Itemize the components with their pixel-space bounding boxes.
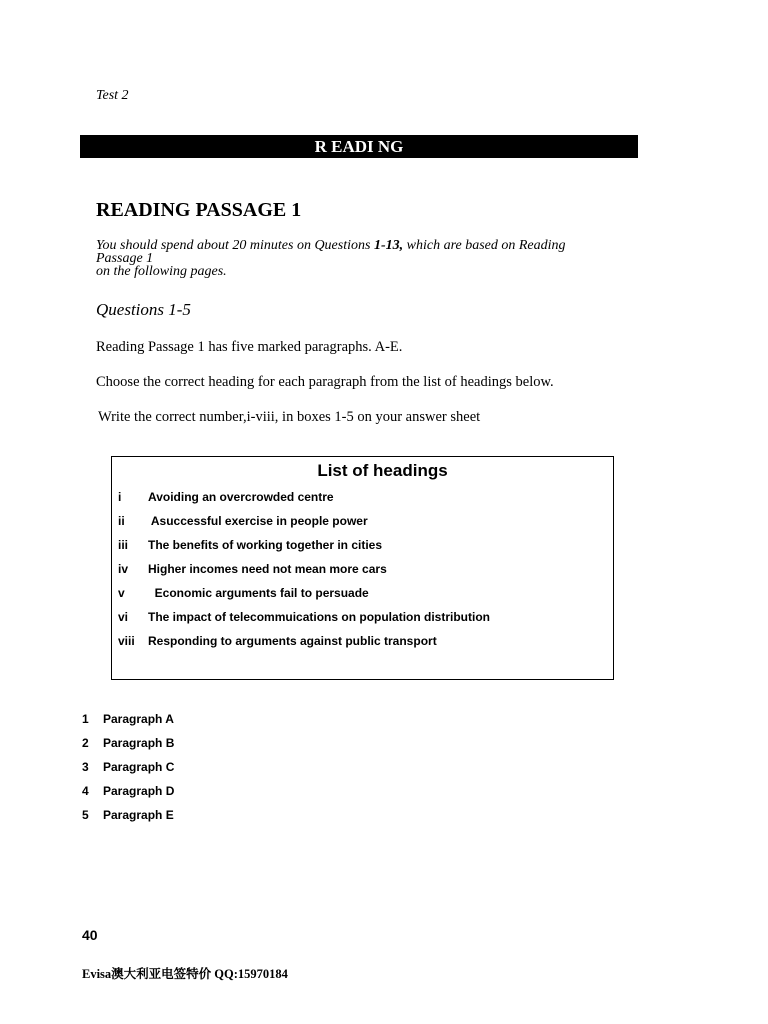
- question-item: [82, 784, 174, 798]
- heading-item: [118, 609, 490, 625]
- heading-number: i: [118, 490, 122, 504]
- question-number: 4: [82, 784, 89, 798]
- heading-text: The benefits of working together in cities: [148, 538, 383, 552]
- passage-title: READING PASSAGE 1: [96, 199, 302, 221]
- question-item: [82, 736, 174, 750]
- heading-item: [118, 561, 387, 577]
- question-number: 2: [82, 736, 89, 750]
- question-label: Paragraph A: [103, 712, 174, 726]
- heading-item: [118, 537, 382, 553]
- passage-instructions: [96, 239, 656, 278]
- question-item: [82, 808, 174, 822]
- heading-text: Higher incomes need not mean more cars: [148, 562, 387, 576]
- heading-number: iv: [118, 562, 129, 576]
- headings-title: List of headings: [317, 461, 448, 480]
- test-label: Test 2: [96, 88, 129, 103]
- instruction-paragraph: Reading Passage 1 has five marked paragraphs. A-E.: [96, 339, 403, 355]
- questions-label: Questions 1-5: [96, 300, 191, 319]
- page-number: 40: [82, 927, 98, 943]
- question-label: Paragraph B: [103, 736, 175, 750]
- heading-text: Avoiding an overcrowded centre: [148, 490, 334, 504]
- heading-number: vi: [118, 610, 129, 624]
- heading-item: [118, 489, 334, 505]
- instruction-paragraph: Write the correct number,i-viii, in boxes 1-5 on your answer sheet: [98, 409, 481, 425]
- heading-text: Asuccessful exercise in people power: [148, 514, 368, 528]
- heading-number: viii: [118, 634, 135, 648]
- heading-item: [118, 585, 369, 601]
- instructions-question-range: 1-13,: [373, 238, 404, 253]
- question-number: 3: [82, 760, 89, 774]
- question-number: 1: [82, 712, 89, 726]
- heading-number: ii: [118, 514, 125, 528]
- question-number: 5: [82, 808, 89, 822]
- section-banner: R EADI NG: [80, 135, 638, 158]
- heading-number: iii: [118, 538, 129, 552]
- instructions-line3: on the following pages.: [96, 264, 227, 279]
- heading-number: v: [118, 586, 125, 600]
- instructions-prefix: You should spend about 20 minutes on Questions: [96, 238, 374, 253]
- heading-item: [118, 513, 368, 529]
- footer-promo-text: Evisa澳大利亚电签特价 QQ:15970184: [82, 967, 288, 981]
- heading-text: The impact of telecommuications on population distribution: [148, 610, 491, 624]
- heading-item: [118, 633, 437, 649]
- question-item: [82, 712, 174, 726]
- question-label: Paragraph E: [103, 808, 174, 822]
- question-label: Paragraph D: [103, 784, 175, 798]
- question-label: Paragraph C: [103, 760, 175, 774]
- list-of-headings-box: [111, 456, 614, 680]
- instruction-paragraph: Choose the correct heading for each paragraph from the list of headings below.: [96, 374, 554, 390]
- question-item: [82, 760, 174, 774]
- heading-text: Responding to arguments against public transport: [148, 634, 437, 648]
- instructions-line2: Passage 1: [96, 251, 154, 266]
- instructions-line1-rest: which are based on Reading: [403, 238, 566, 253]
- heading-text: Economic arguments fail to persuade: [148, 586, 369, 600]
